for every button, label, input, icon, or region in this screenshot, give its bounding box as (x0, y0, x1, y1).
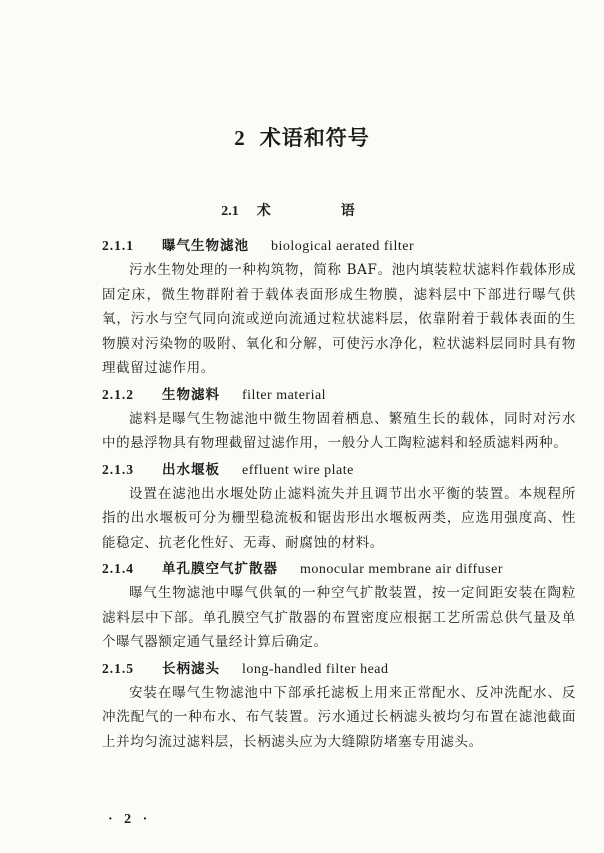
term-name-english: long-handled filter head (242, 661, 389, 677)
term-definition: 滤料是曝气生物滤池中微生物固着栖息、繁殖生长的载体，同时对污水中的悬浮物具有物理截留过滤作用，一般分人工陶粒滤料和轻质滤料两种。 (102, 410, 576, 451)
term-heading (102, 656, 576, 681)
term-name-english: biological aerated filter (271, 239, 415, 254)
term-number: 2.1.4 (102, 561, 134, 576)
term-name-english: monocular membrane air diffuser (300, 562, 504, 577)
term-name: 单孔膜空气扩散器 (162, 561, 278, 577)
term-number: 2.1.5 (102, 660, 134, 676)
term-name: 出水堰板 (162, 461, 220, 478)
term-name-english: effluent wire plate (242, 462, 354, 478)
term-number: 2.1.3 (102, 461, 134, 477)
chapter-title-text: 术语和符号 (259, 125, 370, 150)
term-entry (102, 233, 576, 381)
section-title-text: 术 语 (256, 203, 383, 219)
chapter-number: 2 (234, 126, 246, 150)
term-name: 曝气生物滤池 (162, 238, 249, 254)
term-definition: 污水生物处理的一种构筑物，简称 BAF。池内填装粒状滤料作载体形成固定床，微生物群附着于载体表面形成生物膜，滤料层中下部进行曝气供氧，污水与空气同向流或逆向流通过粒状滤料层，依靠附着于载体表面的生物膜对污染物的吸附、氧化和分解，可使污水净化，粒状滤料层同时具有物理截留过滤作用。 (102, 262, 576, 376)
term-number: 2.1.2 (102, 386, 134, 402)
term-heading (102, 457, 576, 482)
term-number: 2.1.1 (102, 238, 134, 253)
term-entry (102, 656, 576, 755)
page-number: · 2 · (108, 812, 152, 827)
term-heading (102, 556, 576, 581)
term-heading (102, 382, 576, 407)
term-definition: 曝气生物滤池中曝气供氧的一种空气扩散装置，按一定间距安装在陶粒滤料层中下部。单孔膜空气扩散器的布置密度应根据工艺所需总供气量及单个曝气器额定通气量经计算后确定。 (102, 585, 576, 650)
chapter-title (0, 122, 604, 152)
section-title (0, 200, 604, 220)
term-name: 生物滤料 (162, 386, 220, 403)
term-entry (102, 457, 576, 556)
terms-list (102, 233, 576, 755)
term-name-english: filter material (242, 387, 327, 403)
term-heading (102, 233, 576, 258)
term-definition: 设置在滤池出水堰处防止滤料流失并且调节出水平衡的装置。本规程所指的出水堰板可分为栅型稳流板和锯齿形出水堰板两类，应选用强度高、性能稳定、抗老化性好、无毒、耐腐蚀的材料。 (102, 485, 576, 551)
term-entry (102, 382, 576, 456)
term-entry (102, 556, 576, 655)
section-number: 2.1 (221, 204, 239, 219)
term-definition: 安装在曝气生物滤池中下部承托滤板上用来正常配水、反冲洗配水、反冲洗配气的一种布水、布气装置。污水通过长柄滤头被均匀布置在滤池截面上并均匀流过滤料层，长柄滤头应为大缝隙防堵塞专用滤头。 (102, 684, 576, 750)
term-name: 长柄滤头 (162, 660, 220, 677)
